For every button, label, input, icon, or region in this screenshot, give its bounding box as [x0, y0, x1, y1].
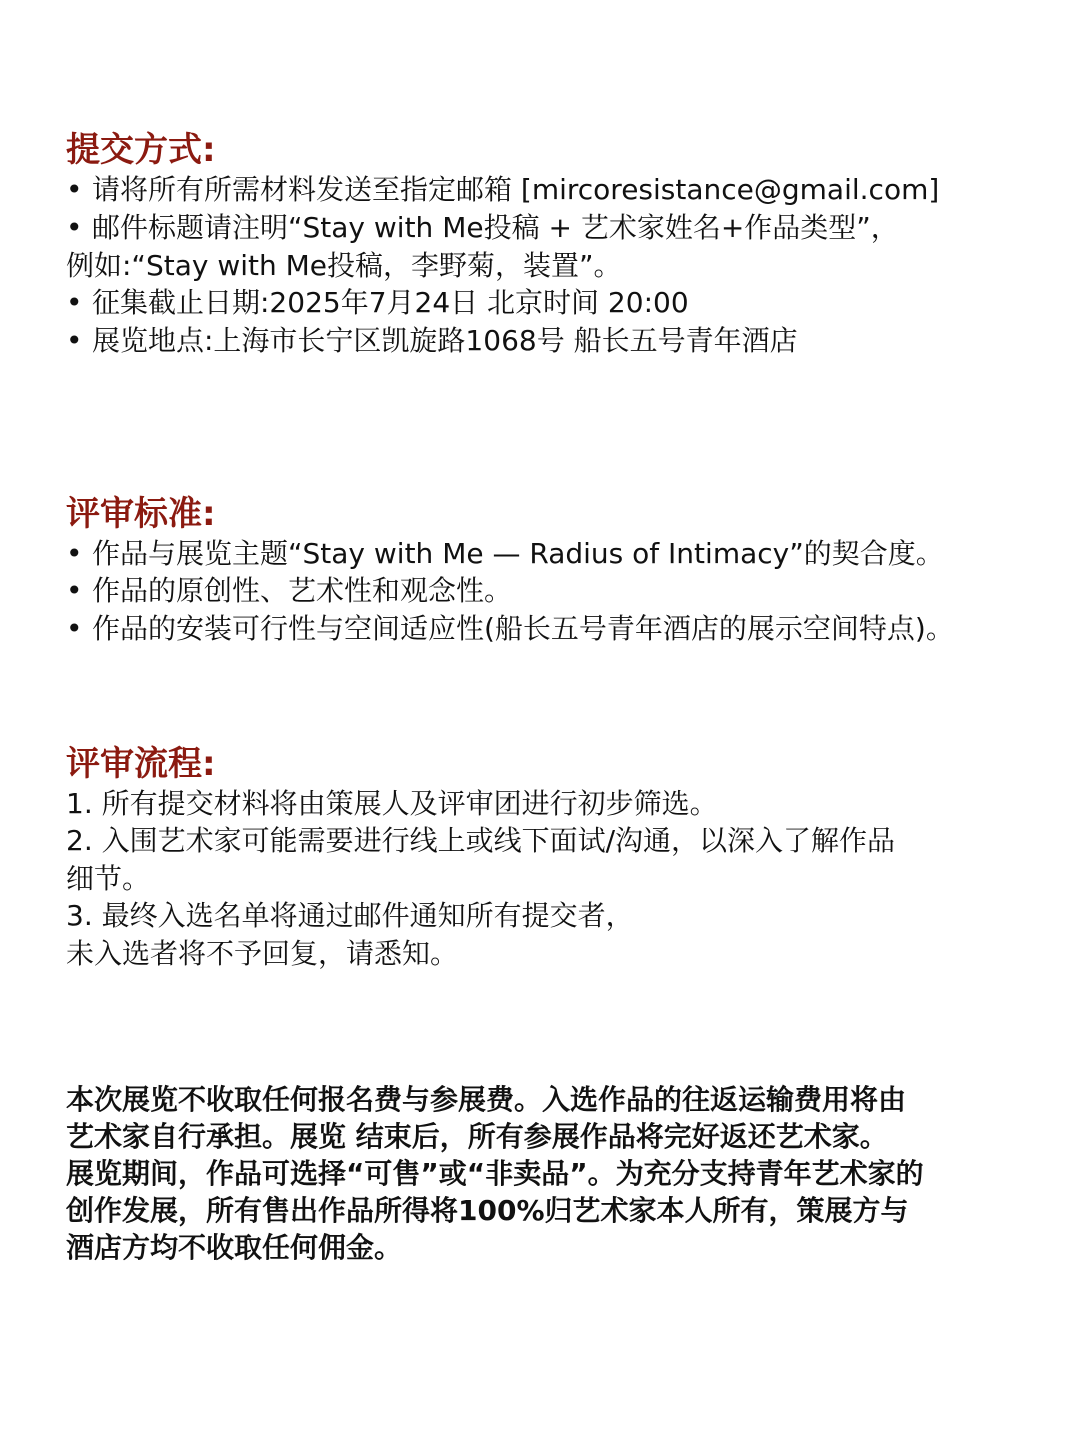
criteria-item-feasibility: • 作品的安装可行性与空间适应性(船长五号青年酒店的展示空间特点)。 [66, 611, 954, 647]
process-line: 2. 入围艺术家可能需要进行线上或线下面试/沟通，以深入了解作品 [66, 824, 896, 857]
process-line: 细节。 [66, 862, 151, 895]
criteria-item-theme: • 作品与展览主题“Stay with Me — Radius of Intimacy”的契合度。 [66, 536, 944, 572]
fees-note-line: 本次展览不收取任何报名费与参展费。入选作品的往返运输费用将由 [66, 1083, 907, 1116]
submission-heading: 提交方式: [66, 130, 216, 170]
submission-item-subject: • 邮件标题请注明“Stay with Me投稿 + 艺术家姓名+作品类型”， [66, 210, 899, 246]
fees-note-line: 酒店方均不收取任何佣金。 [66, 1231, 403, 1264]
submission-item-email: • 请将所有所需材料发送至指定邮箱 [mircoresistance@gmail.com] [66, 172, 939, 208]
submission-item-venue: • 展览地点:上海市长宁区凯旋路1068号 船长五号青年酒店 [66, 323, 798, 359]
process-line: 1. 所有提交材料将由策展人及评审团进行初步筛选。 [66, 787, 718, 820]
fees-note-line: 艺术家自行承担。展览 结束后，所有参展作品将完好返还艺术家。 [66, 1120, 888, 1153]
fees-note-line: 展览期间，作品可选择“可售”或“非卖品”。为充分支持青年艺术家的 [66, 1157, 924, 1190]
submission-example: 例如:“Stay with Me投稿，李野菊，装置”。 [66, 249, 622, 282]
criteria-heading: 评审标准: [66, 494, 216, 534]
process-heading: 评审流程: [66, 744, 216, 784]
fees-note-line: 创作发展，所有售出作品所得将100%归艺术家本人所有，策展方与 [66, 1194, 909, 1227]
process-line: 未入选者将不予回复，请悉知。 [66, 937, 459, 970]
process-line: 3. 最终入选名单将通过邮件通知所有提交者， [66, 899, 634, 932]
criteria-item-originality: • 作品的原创性、艺术性和观念性。 [66, 573, 512, 609]
submission-item-deadline: • 征集截止日期:2025年7月24日 北京时间 20:00 [66, 285, 689, 321]
